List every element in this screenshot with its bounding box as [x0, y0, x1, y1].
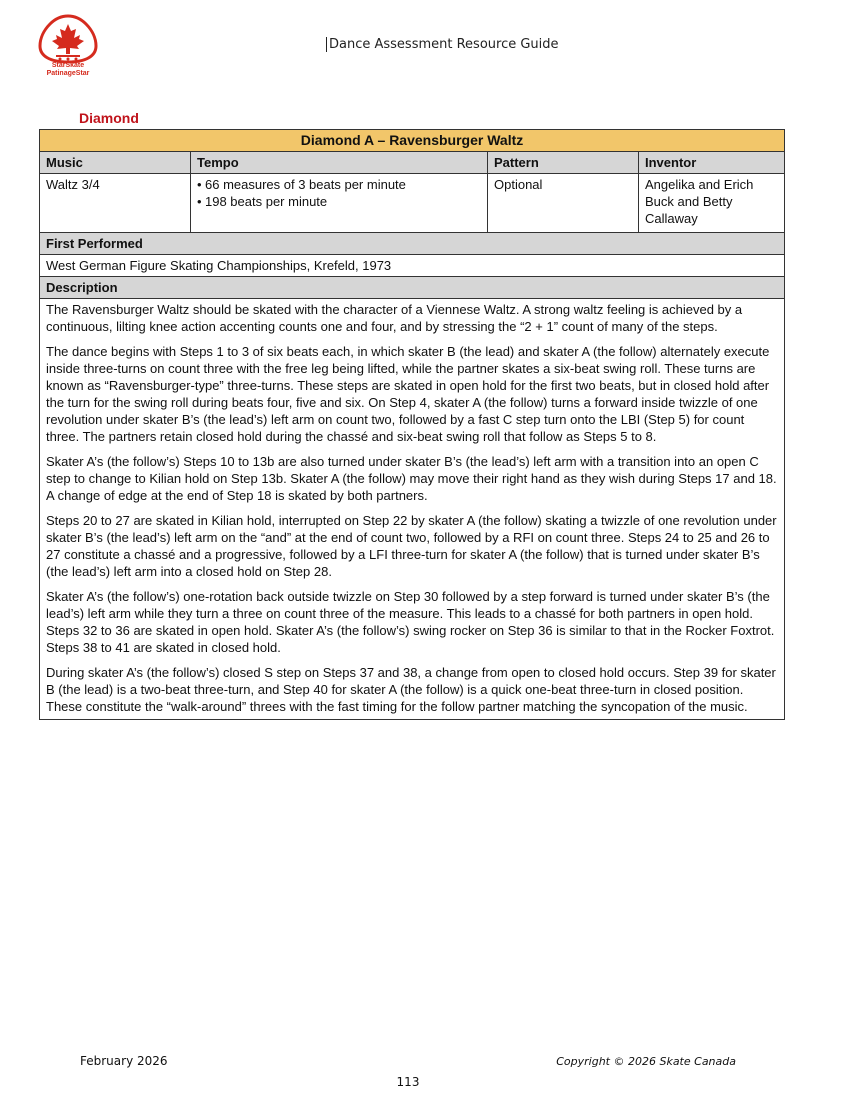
- pattern-value: Optional: [488, 174, 639, 233]
- description-paragraph: Skater A’s (the follow’s) Steps 10 to 13b are also turned under skater B’s (the lead’s) left arm with a transition into an open C step to change to Kilian hold on Step 13b. Skater A (the follow) may move their right hand as they wish during Steps 17 and 18. A change of edge at the end of Step 18 is skated by both partners.: [46, 454, 777, 503]
- description-paragraph: Skater A’s (the follow’s) one-rotation back outside twizzle on Step 30 followed by a step forward is turned under skater B’s (the lead’s) left arm while they turn a three on count three of the measure. This leads to a chassé for both partners in open hold. Steps 32 to 36 are skated in open hold. Skater A’s (the follow’s) swing rocker on Step 36 is similar to that in the Rocker Foxtrot. Steps 38 to 41 are skated in closed hold.: [46, 589, 775, 655]
- inventor-header: Inventor: [639, 152, 785, 174]
- description-paragraph: During skater A’s (the follow’s) closed S step on Steps 37 and 38, a change from open to closed hold occurs. Step 39 for skater B (the lead) is a two-beat three-turn, and Step 40 for skater A (the follow) is a quick one-beat three-turn in closed position. These constitute the “walk-around” threes with the fast timing for the follow partner matching the syncopation of the music.: [46, 665, 776, 714]
- first-performed-value: West German Figure Skating Championships, Krefeld, 1973: [40, 255, 785, 277]
- tempo-item: • 198 beats per minute: [197, 193, 481, 210]
- tempo-value: [191, 174, 488, 233]
- description-paragraph: The Ravensburger Waltz should be skated with the character of a Viennese Waltz. A strong waltz feeling is achieved by a continuous, lilting knee action accenting counts one and four, and by stressing the “2 + 1” count of many of the steps.: [46, 302, 743, 334]
- table-header-row: [40, 152, 785, 174]
- section-heading: Diamond: [79, 110, 139, 126]
- page-number: 113: [396, 1075, 420, 1089]
- logo-wordmark: [32, 62, 104, 78]
- first-performed-label: First Performed: [40, 233, 785, 255]
- dance-info-table: [39, 129, 785, 720]
- footer-copyright: Copyright © 2026 Skate Canada: [556, 1055, 736, 1068]
- description-paragraph: The dance begins with Steps 1 to 3 of six beats each, in which skater B (the lead) and skater A (the follow) alternately execute inside three-turns on count three with the free leg being lifted, while the partner skates a six-beat swing roll. These turns are known as “Ravensburger-type” three-turns. These steps are skated in open hold for the first two beats, but in closed hold after the turn for the swing roll during beats four, five and six. On Step 4, skater A (the follow) turns a forward inside twizzle of one revolution under skater B’s (the lead’s) left arm on count two, followed by a fast C step turn onto the LBI (Step 5) for count three. The partners retain closed hold during the chassé and six-beat swing roll that follow as Steps 5 to 8.: [46, 344, 770, 444]
- tempo-list: [197, 176, 481, 210]
- description-label: Description: [40, 277, 785, 299]
- first-performed-header-row: [40, 233, 785, 255]
- inventor-value: Angelika and Erich Buck and Betty Callaway: [639, 174, 785, 233]
- first-performed-row: [40, 255, 785, 277]
- table-data-row: [40, 174, 785, 233]
- description-paragraph: Steps 20 to 27 are skated in Kilian hold, interrupted on Step 22 by skater A (the follow) skating a twizzle of one revolution under skater B’s (the lead’s) left arm on the “and” at the end of count two, followed by a RFI on count three. Steps 24 to 25 and 26 to 27 constitute a chassé and a progressive, followed by a LFI three-turn for skater A (the follow) that is turned under skater B’s (the lead’s) left arm into a closed hold on Step 28.: [46, 513, 777, 579]
- logo-text-patinagestar: PatinageStar: [46, 70, 90, 77]
- tempo-item: • 66 measures of 3 beats per minute: [197, 176, 481, 193]
- pattern-header: Pattern: [488, 152, 639, 174]
- footer-date: February 2026: [80, 1054, 168, 1068]
- table-title-row: [40, 130, 785, 152]
- dance-title: Diamond A – Ravensburger Waltz: [40, 130, 785, 152]
- logo-text-starskate: StarSkate: [51, 62, 85, 69]
- music-header: Music: [40, 152, 191, 174]
- description-text: [40, 299, 785, 720]
- description-row: [40, 299, 785, 720]
- description-header-row: [40, 277, 785, 299]
- page-header-title: Dance Assessment Resource Guide: [326, 37, 559, 52]
- tempo-header: Tempo: [191, 152, 488, 174]
- maple-leaf-shield-icon: [32, 14, 104, 66]
- skate-canada-logo: [32, 14, 104, 94]
- music-value: Waltz 3/4: [40, 174, 191, 233]
